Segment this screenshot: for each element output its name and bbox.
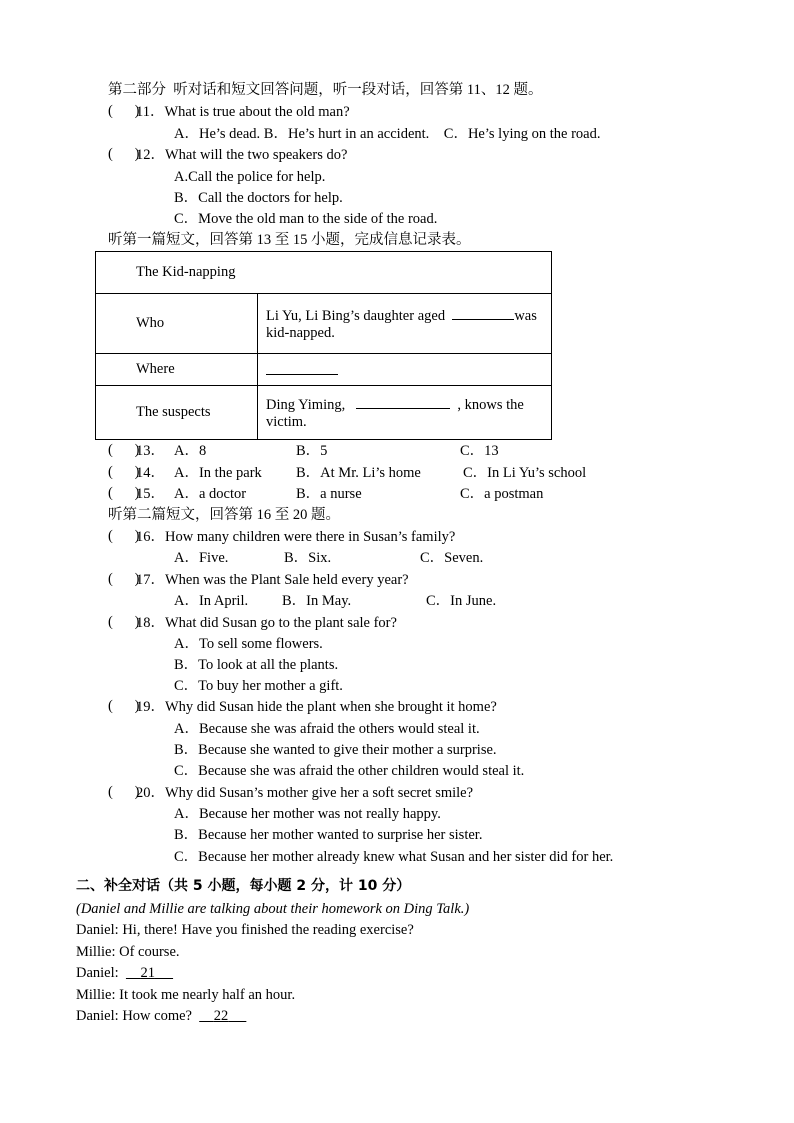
suspects-text: Ding Yiming, (266, 397, 346, 413)
option-b: B．In May. (282, 593, 352, 609)
blank-number: 21 (140, 965, 155, 981)
answer-paren: ( ) (108, 784, 140, 800)
question-stem: 11．What is true about the old man? (136, 104, 350, 120)
passage1-heading: 听第一篇短文，回答第 13 至 15 小题，完成信息记录表。 (108, 232, 471, 248)
utterance: Of course. (115, 944, 180, 960)
option-c: C．In Li Yu’s school (463, 465, 587, 481)
option-a: A．8 (174, 443, 207, 459)
blank-number: 22 (213, 1008, 229, 1024)
question-num: 13． (136, 443, 165, 459)
speaker: Millie: (76, 944, 116, 960)
option-b: B．a nurse (296, 486, 362, 502)
option-b: B．Because she wanted to give their mother a surprise. (174, 742, 497, 758)
option-b: B．5 (296, 443, 328, 459)
speaker: Daniel: (76, 922, 119, 938)
answer-blank[interactable] (452, 305, 514, 320)
option-c: C．Because she was afraid the other children would steal it. (174, 763, 525, 779)
dialogue-line (76, 964, 173, 982)
suspects-text-line2: victim. (266, 414, 307, 430)
option-c: C．Move the old man to the side of the road. (174, 211, 438, 227)
option-c: C．a postman (460, 486, 544, 502)
utterance: How come? (118, 1008, 200, 1024)
who-label: Who (96, 294, 258, 354)
answer-paren: ( ) (108, 485, 140, 501)
option-a: A．Because her mother was not really happy. (174, 806, 441, 822)
question-options: A．He’s dead. B．He’s hurt in an accident. C．He’s lying on the road. (174, 126, 601, 142)
question-stem: 18．What did Susan go to the plant sale for? (136, 615, 397, 631)
question-stem: 19．Why did Susan hide the plant when she brought it home? (136, 699, 497, 715)
where-label: Where (96, 354, 258, 386)
option-b: B．At Mr. Li’s home (296, 465, 421, 481)
answer-blank-21[interactable] (126, 965, 173, 981)
suspects-text-end: , knows the (457, 397, 524, 413)
table-title: The Kid-napping (96, 252, 552, 294)
who-text-line2: kid-napped. (266, 325, 335, 341)
answer-blank[interactable] (356, 394, 450, 409)
answer-paren: ( ) (108, 614, 140, 630)
option-a: A．Because she was afraid the others would steal it. (174, 721, 480, 737)
answer-paren: ( ) (108, 146, 140, 162)
answer-paren: ( ) (108, 442, 140, 458)
option-b: B．Because her mother wanted to surprise her sister. (174, 827, 483, 843)
speaker: Daniel: (76, 965, 119, 981)
info-record-table (95, 251, 552, 440)
question-num: 15． (136, 486, 165, 502)
section2-heading: 二、补全对话（共 5 小题，每小题 2 分，计 10 分） (76, 878, 411, 894)
answer-blank-22[interactable] (199, 1008, 246, 1024)
dialogue-line (76, 986, 295, 1004)
who-text-end: was (514, 308, 537, 324)
option-c: C．To buy her mother a gift. (174, 678, 343, 694)
dialogue-line (76, 921, 414, 939)
dialogue-line (76, 1007, 246, 1025)
answer-paren: ( ) (108, 528, 140, 544)
option-a: A.Call the police for help. (174, 169, 326, 185)
suspects-label: The suspects (96, 386, 258, 440)
answer-paren: ( ) (108, 571, 140, 587)
option-a: A．To sell some flowers. (174, 636, 323, 652)
question-stem: 12．What will the two speakers do? (136, 147, 348, 163)
passage2-heading: 听第二篇短文，回答第 16 至 20 题。 (108, 507, 340, 523)
speaker: Millie: (76, 987, 116, 1003)
option-c: C．Seven. (420, 550, 484, 566)
utterance: Hi, there! Have you finished the reading exercise? (118, 922, 414, 938)
suspects-cell (258, 386, 552, 440)
question-num: 14． (136, 465, 165, 481)
option-c: C．Because her mother already knew what Susan and her sister did for her. (174, 849, 614, 865)
option-b: B．To look at all the plants. (174, 657, 339, 673)
who-cell (258, 294, 552, 354)
dialogue-intro: (Daniel and Millie are talking about their homework on Ding Talk.) (76, 901, 470, 917)
answer-paren: ( ) (108, 103, 140, 119)
option-a: A．In April. (174, 593, 249, 609)
utterance (119, 965, 126, 981)
answer-blank[interactable] (266, 360, 338, 375)
answer-paren: ( ) (108, 698, 140, 714)
option-c: C．In June. (426, 593, 497, 609)
question-stem: 17．When was the Plant Sale held every year? (136, 572, 409, 588)
question-stem: 16．How many children were there in Susan’s family? (136, 529, 456, 545)
option-b: B．Call the doctors for help. (174, 190, 343, 206)
option-b: B．Six. (284, 550, 332, 566)
who-text: Li Yu, Li Bing’s daughter aged (266, 308, 446, 324)
option-c: C．13 (460, 443, 499, 459)
where-cell (258, 354, 552, 386)
option-a: A．Five. (174, 550, 229, 566)
option-a: A．In the park (174, 465, 262, 481)
utterance: It took me nearly half an hour. (115, 987, 296, 1003)
option-a: A．a doctor (174, 486, 247, 502)
part2-heading: 第二部分 听对话和短文回答问题，听一段对话，回答第 11、12 题。 (108, 82, 543, 98)
dialogue-line (76, 943, 180, 961)
question-stem: 20．Why did Susan’s mother give her a soft secret smile? (136, 785, 474, 801)
answer-paren: ( ) (108, 464, 140, 480)
speaker: Daniel: (76, 1008, 119, 1024)
